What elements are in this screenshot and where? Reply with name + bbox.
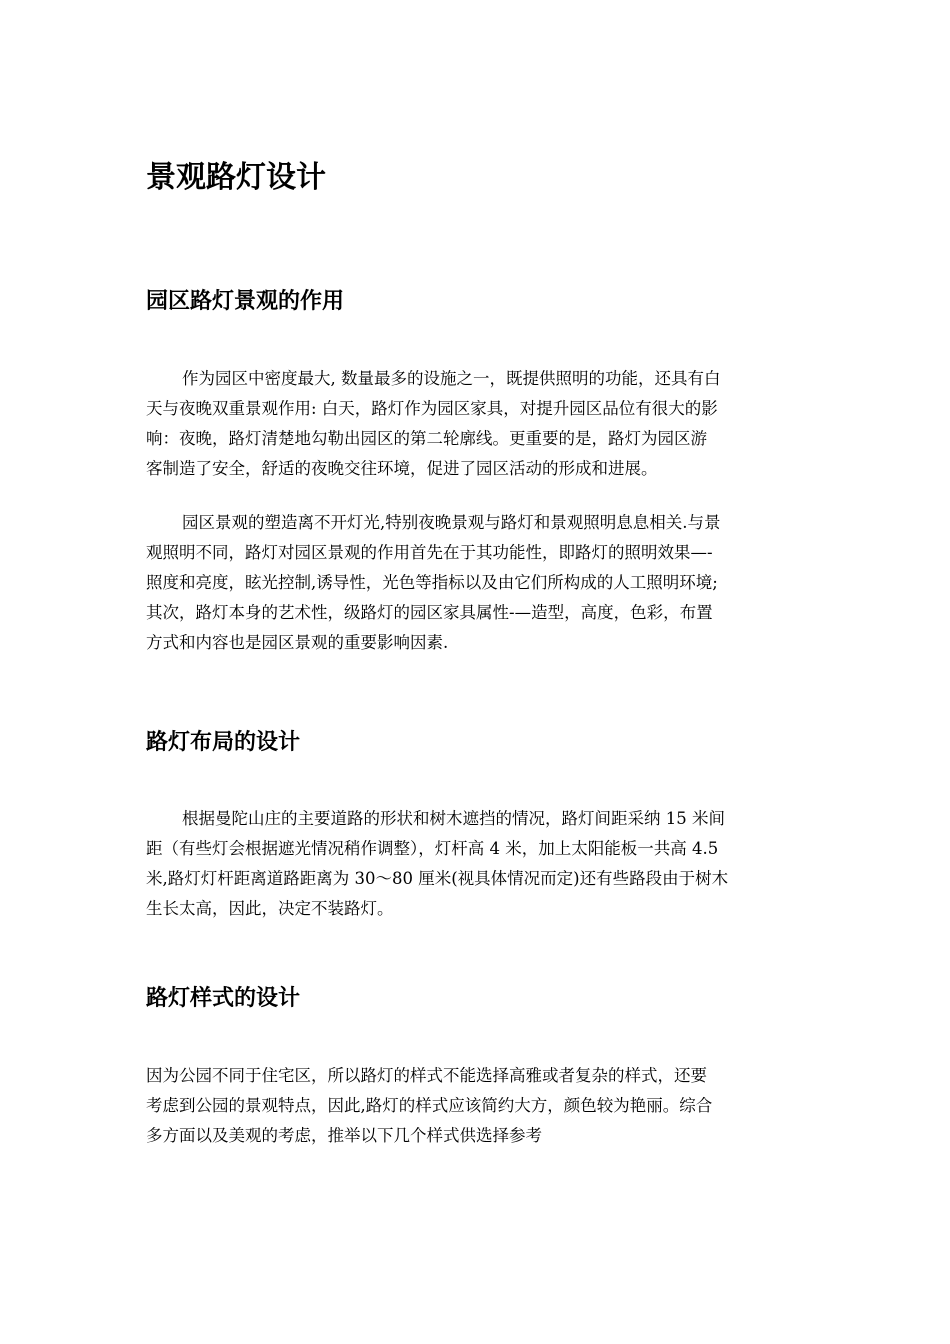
text-line: 考虑到公园的景观特点，因此,路灯的样式应该简约大方，颜色较为艳丽。综合 (146, 1096, 713, 1115)
text-line: 生长太高，因此，决定不装路灯。 (146, 899, 394, 918)
text-line: 多方面以及美观的考虑，推举以下几个样式供选择参考 (146, 1126, 542, 1145)
section-heading-style: 路灯样式的设计 (146, 986, 301, 1011)
text-line: 观照明不同，路灯对园区景观的作用首先在于其功能性，即路灯的照明效果—- (146, 543, 713, 562)
text-line: 距（有些灯会根据遮光情况稍作调整），灯杆高 4 米，加上太阳能板一共高 4.5 (146, 839, 719, 858)
text-line: 米,路灯灯杆距离道路距离为 30～80 厘米(视具体情况而定)还有些路段由于树木 (146, 869, 729, 888)
document-title: 景观路灯设计 (146, 160, 326, 195)
text-line: 根据曼陀山庄的主要道路的形状和树木遮挡的情况，路灯间距采纳 15 米间 (182, 809, 725, 828)
text-line: 因为公园不同于住宅区，所以路灯的样式不能选择高雅或者复杂的样式，还要 (146, 1066, 707, 1085)
text-line: 方式和内容也是园区景观的重要影响因素. (146, 633, 449, 652)
paragraph-role-2 (146, 508, 810, 658)
text-line: 园区景观的塑造离不开灯光,特别夜晚景观与路灯和景观照明息息相关.与景 (182, 513, 721, 532)
text-line: 作为园区中密度最大, 数量最多的设施之一，既提供照明的功能，还具有白 (182, 369, 721, 388)
paragraph-style (146, 1061, 810, 1151)
section-heading-role: 园区路灯景观的作用 (146, 289, 345, 314)
text-line: 响：夜晚，路灯清楚地勾勒出园区的第二轮廓线。更重要的是，路灯为园区游 (146, 429, 707, 448)
text-line: 照度和亮度，眩光控制,诱导性，光色等指标以及由它们所构成的人工照明环境; (146, 573, 718, 592)
section-heading-layout: 路灯布局的设计 (146, 730, 301, 755)
text-line: 其次，路灯本身的艺术性，级路灯的园区家具属性-—造型，高度，色彩，布置 (146, 603, 713, 622)
text-line: 天与夜晚双重景观作用: 白天，路灯作为园区家具，对提升园区品位有很大的影 (146, 399, 718, 418)
paragraph-role-1 (146, 364, 810, 484)
paragraph-layout (146, 804, 810, 924)
text-line: 客制造了安全，舒适的夜晚交往环境，促进了园区活动的形成和进展。 (146, 459, 658, 478)
